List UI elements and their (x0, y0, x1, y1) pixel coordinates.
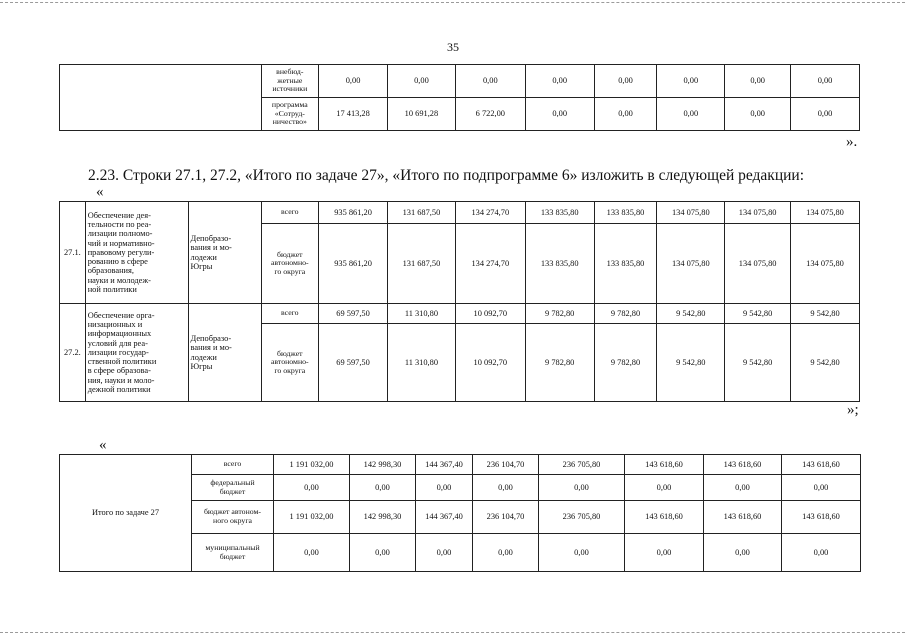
value-cell: 6 722,00 (455, 98, 525, 131)
value-cell: 9 542,80 (657, 304, 725, 324)
value-cell: 9 542,80 (725, 304, 791, 324)
value-cell: 0,00 (594, 98, 657, 131)
value-cell: 10 092,70 (455, 324, 525, 402)
scan-top-edge (0, 2, 905, 3)
value-cell: 143 618,60 (704, 501, 782, 534)
row-number-cell: 27.2. (60, 304, 86, 402)
value-cell: 0,00 (455, 65, 525, 98)
value-cell: 0,00 (416, 534, 473, 572)
value-cell: 9 782,80 (525, 304, 594, 324)
value-cell: 9 542,80 (791, 304, 860, 324)
value-cell: 133 835,80 (525, 202, 594, 224)
value-cell: 131 687,50 (387, 202, 455, 224)
table-total-27 (59, 454, 861, 572)
value-cell: 236 705,80 (539, 501, 625, 534)
value-cell: 935 861,20 (319, 202, 388, 224)
value-cell: 0,00 (416, 475, 473, 501)
value-cell: 134 075,80 (657, 224, 725, 304)
value-cell: 134 075,80 (725, 202, 791, 224)
closing-quote: ». (846, 134, 858, 150)
value-cell: 0,00 (539, 534, 625, 572)
value-cell: 0,00 (657, 65, 725, 98)
value-cell: 0,00 (782, 475, 861, 501)
value-cell: 133 835,80 (594, 224, 657, 304)
value-cell: 0,00 (274, 475, 350, 501)
value-cell: 0,00 (791, 65, 860, 98)
value-cell: 0,00 (725, 65, 791, 98)
table-continuation (59, 64, 860, 131)
executor-cell: Депобразо- вания и мо- лодежи Югры (188, 304, 261, 402)
value-cell: 9 782,80 (594, 324, 657, 402)
value-cell: 0,00 (388, 65, 456, 98)
value-cell: 10 092,70 (455, 304, 525, 324)
value-cell: 143 618,60 (704, 455, 782, 475)
funding-source-cell: всего (261, 304, 319, 324)
funding-source-cell: бюджет автономно- го округа (261, 224, 319, 304)
value-cell: 134 075,80 (725, 224, 791, 304)
value-cell: 0,00 (473, 475, 539, 501)
funding-source-cell: бюджет автоном- ного округа (192, 501, 274, 534)
value-cell: 143 618,60 (782, 501, 861, 534)
value-cell: 9 542,80 (657, 324, 725, 402)
activity-description-cell: Обеспечение орга- низационных и информационных условий для реа- лизации государ- ственной политики в сфере образова- ния, науки и моло- дежной политики (85, 304, 188, 402)
scan-bottom-edge (0, 632, 905, 633)
value-cell: 11 310,80 (387, 304, 455, 324)
value-cell: 133 835,80 (525, 224, 594, 304)
value-cell: 143 618,60 (782, 455, 861, 475)
value-cell: 69 597,50 (319, 304, 388, 324)
funding-source-cell: муниципальный бюджет (192, 534, 274, 572)
value-cell: 0,00 (704, 534, 782, 572)
funding-source-cell: всего (261, 202, 319, 224)
value-cell: 134 075,80 (791, 224, 860, 304)
value-cell: 236 104,70 (473, 501, 539, 534)
value-cell: 236 104,70 (473, 455, 539, 475)
table-row (60, 202, 860, 224)
value-cell: 0,00 (350, 475, 416, 501)
closing-quote: »; (847, 402, 859, 418)
value-cell: 236 705,80 (539, 455, 625, 475)
funding-source-cell: бюджет автономно- го округа (261, 324, 319, 402)
value-cell: 0,00 (525, 65, 594, 98)
row-number-cell: 27.1. (60, 202, 86, 304)
funding-source-cell: всего (192, 455, 274, 475)
value-cell: 17 413,28 (319, 98, 388, 131)
value-cell: 142 998,30 (350, 455, 416, 475)
opening-quote: « (96, 184, 104, 200)
funding-source-cell: федеральный бюджет (192, 475, 274, 501)
value-cell: 9 782,80 (525, 324, 594, 402)
value-cell: 0,00 (594, 65, 657, 98)
table-rows-27 (59, 201, 860, 402)
value-cell: 143 618,60 (625, 455, 704, 475)
value-cell: 0,00 (625, 534, 704, 572)
value-cell: 144 367,40 (416, 501, 473, 534)
value-cell: 0,00 (473, 534, 539, 572)
value-cell: 9 782,80 (594, 304, 657, 324)
value-cell: 9 542,80 (791, 324, 860, 402)
table-row (60, 65, 860, 98)
value-cell: 69 597,50 (319, 324, 388, 402)
value-cell: 0,00 (539, 475, 625, 501)
value-cell: 0,00 (319, 65, 388, 98)
value-cell: 0,00 (791, 98, 860, 131)
value-cell: 134 274,70 (455, 202, 525, 224)
table-row (60, 455, 861, 475)
value-cell: 11 310,80 (387, 324, 455, 402)
total-label-cell: Итого по задаче 27 (60, 455, 192, 572)
value-cell: 0,00 (274, 534, 350, 572)
value-cell: 10 691,28 (388, 98, 456, 131)
executor-cell: Депобразо- вания и мо- лодежи Югры (188, 202, 261, 304)
value-cell: 0,00 (525, 98, 594, 131)
table-row (60, 304, 860, 324)
value-cell: 0,00 (350, 534, 416, 572)
activity-description-cell: Обеспечение дея- тельности по реа- лизации полномо- чий и нормативно- правовому регули- рованию в сфере образования, науки и молодеж- ной политики (85, 202, 188, 304)
value-cell: 1 191 032,00 (274, 501, 350, 534)
value-cell: 0,00 (725, 98, 791, 131)
value-cell: 131 687,50 (387, 224, 455, 304)
value-cell: 134 274,70 (455, 224, 525, 304)
value-cell: 0,00 (625, 475, 704, 501)
value-cell: 935 861,20 (319, 224, 388, 304)
value-cell: 0,00 (704, 475, 782, 501)
value-cell: 9 542,80 (725, 324, 791, 402)
value-cell: 142 998,30 (350, 501, 416, 534)
value-cell: 1 191 032,00 (274, 455, 350, 475)
opening-quote: « (99, 437, 107, 453)
funding-source-cell: внебюд- жетные источники (261, 65, 319, 98)
value-cell: 0,00 (657, 98, 725, 131)
section-heading: 2.23. Строки 27.1, 27.2, «Итого по задаче 27», «Итого по подпрограмме 6» изложить в следующей редакции: (88, 167, 805, 184)
funding-source-cell: программа «Сотруд- ничество» (261, 98, 319, 131)
value-cell: 144 367,40 (416, 455, 473, 475)
value-cell: 0,00 (782, 534, 861, 572)
value-cell: 133 835,80 (594, 202, 657, 224)
value-cell: 134 075,80 (791, 202, 860, 224)
page-number: 35 (447, 40, 459, 54)
value-cell: 143 618,60 (625, 501, 704, 534)
value-cell: 134 075,80 (657, 202, 725, 224)
empty-cell (60, 65, 262, 131)
